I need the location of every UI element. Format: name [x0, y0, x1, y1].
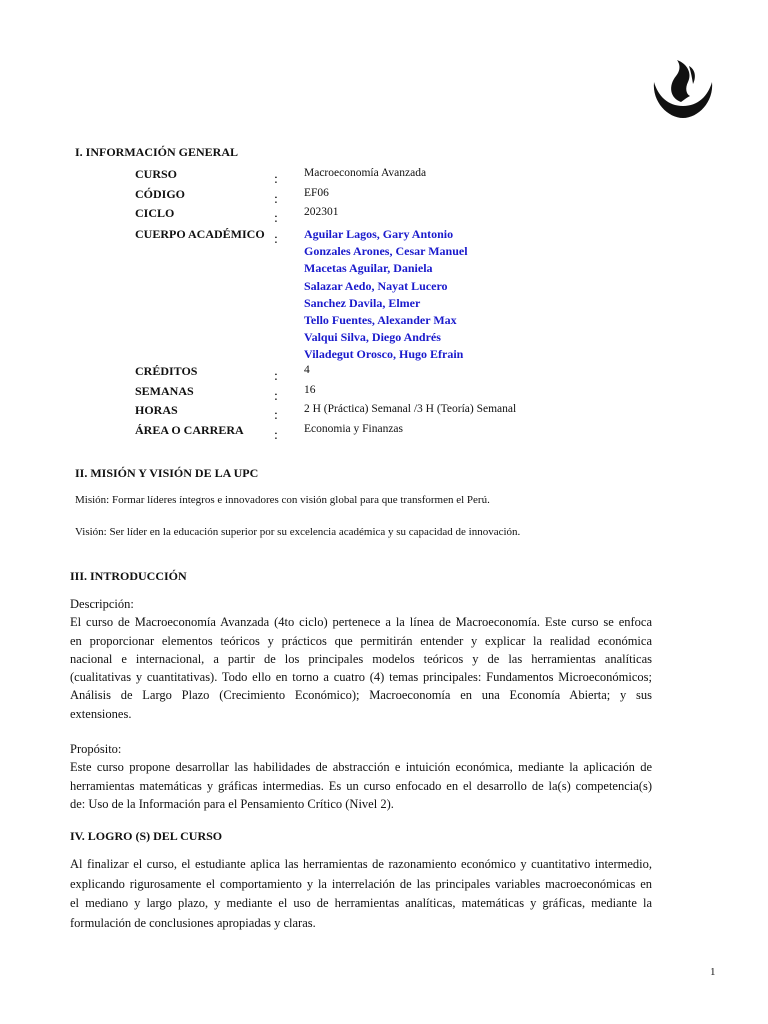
proposito-line: herramientas matemáticas y gráficas intermedias. Es un curso enfocado en el desarrollo de la(s) competencia(s) [70, 778, 652, 793]
info-colon: : [274, 369, 278, 384]
proposito-line: de: Uso de la Información para el Pensamiento Crítico (Nivel 2). [70, 796, 394, 811]
info-colon: : [274, 389, 278, 404]
university-flame-logo-icon [648, 58, 718, 120]
info-row-horas [0, 403, 768, 421]
logro-line: formulación de conclusiones apropiadas y claras. [70, 915, 316, 930]
descripcion-label: Descripción: [70, 597, 134, 611]
info-label: CICLO [135, 206, 175, 220]
info-colon: : [274, 232, 278, 247]
info-row-semanas [0, 384, 768, 402]
faculty-member: Aguilar Lagos, Gary Antonio [304, 227, 454, 241]
descripcion-line: en proporcionar elementos teóricos y prácticos que permitirán entender y explicar la realidad económica [70, 633, 652, 648]
faculty-member: Tello Fuentes, Alexander Max [304, 313, 457, 328]
page-number: 1 [710, 966, 716, 978]
descripcion-line: Análisis de Largo Plazo (Crecimiento Económico); Macroeconomía en una Economía Abierta; y sus [70, 688, 652, 703]
info-row-ciclo [0, 206, 768, 224]
info-value: 4 [304, 364, 310, 376]
info-label: CÓDIGO [135, 187, 186, 201]
info-value: 202301 [304, 206, 339, 218]
faculty-member: Gonzales Arones, Cesar Manuel [304, 244, 468, 259]
info-value: Macroeconomía Avanzada [304, 167, 427, 179]
faculty-member: Macetas Aguilar, Daniela [304, 261, 433, 276]
faculty-member: Salazar Aedo, Nayat Lucero [304, 278, 448, 293]
descripcion-line: nacional e internacional, a partir de los principales modelos teóricos y de las herramientas analíticas [70, 651, 652, 666]
info-label: CUERPO ACADÉMICO [135, 227, 265, 241]
vision-text: Visión: Ser líder en la educación superior por su excelencia académica y su capacidad de innovación. [75, 526, 521, 538]
proposito-line: Este curso propone desarrollar las habilidades de abstracción e intuición económica, mediante la aplicación de [70, 760, 652, 775]
info-colon: : [274, 211, 278, 226]
info-label: HORAS [135, 403, 178, 417]
mision-text: Misión: Formar líderes íntegros e innovadores con visión global para que transformen el Perú. [75, 494, 490, 506]
descripcion-line: (cualitativas y cuantitativas). Todo ello en torno a cuatro (4) temas principales: Fundamentos Microeconómicos; [70, 670, 652, 685]
faculty-member: Viladegut Orosco, Hugo Efrain [304, 347, 464, 362]
info-row-codigo [0, 187, 768, 205]
logro-line: el mediano y largo plazo, y mediante el uso de herramientas analíticas, matemáticas y gráficas, mediante la [70, 896, 652, 911]
info-row-area-carrera [0, 423, 768, 441]
info-colon: : [274, 428, 278, 443]
section-title-logro-curso: IV. LOGRO (S) DEL CURSO [70, 829, 223, 843]
descripcion-line: El curso de Macroeconomía Avanzada (4to ciclo) pertenece a la línea de Macroeconomía. Este curso se enfoca [70, 615, 652, 630]
info-value: EF06 [304, 187, 329, 199]
info-colon: : [274, 192, 278, 207]
descripcion-block [70, 595, 652, 723]
info-label: ÁREA O CARRERA [135, 423, 244, 437]
logro-line: explicando rigurosamente el comportamiento y la interrelación de las principales variables macroeconómicas en [70, 876, 652, 891]
info-value: Economia y Finanzas [304, 423, 404, 435]
info-row-creditos [0, 364, 768, 382]
info-value: 16 [304, 384, 316, 396]
info-row-curso [0, 167, 768, 185]
descripcion-line: extensiones. [70, 706, 132, 721]
proposito-block [70, 740, 652, 813]
section-title-mision-vision: II. MISIÓN Y VISIÓN DE LA UPC [75, 466, 259, 480]
faculty-list [304, 226, 468, 364]
info-colon: : [274, 408, 278, 423]
section-title-introduccion: III. INTRODUCCIÓN [70, 569, 187, 583]
section-title-informacion-general: I. INFORMACIÓN GENERAL [75, 145, 239, 159]
faculty-member: Sanchez Davila, Elmer [304, 295, 421, 310]
proposito-label: Propósito: [70, 742, 122, 756]
info-label: SEMANAS [135, 384, 194, 398]
info-value: 2 H (Práctica) Semanal /3 H (Teoría) Semanal [304, 403, 517, 415]
info-label: CURSO [135, 167, 178, 181]
logro-line: Al finalizar el curso, el estudiante aplica las herramientas de razonamiento económico y cuantitativo intermedio, [70, 857, 652, 871]
faculty-member: Valqui Silva, Diego Andrés [304, 330, 441, 345]
logro-block [70, 855, 652, 933]
info-colon: : [274, 172, 278, 187]
info-label: CRÉDITOS [135, 364, 198, 378]
